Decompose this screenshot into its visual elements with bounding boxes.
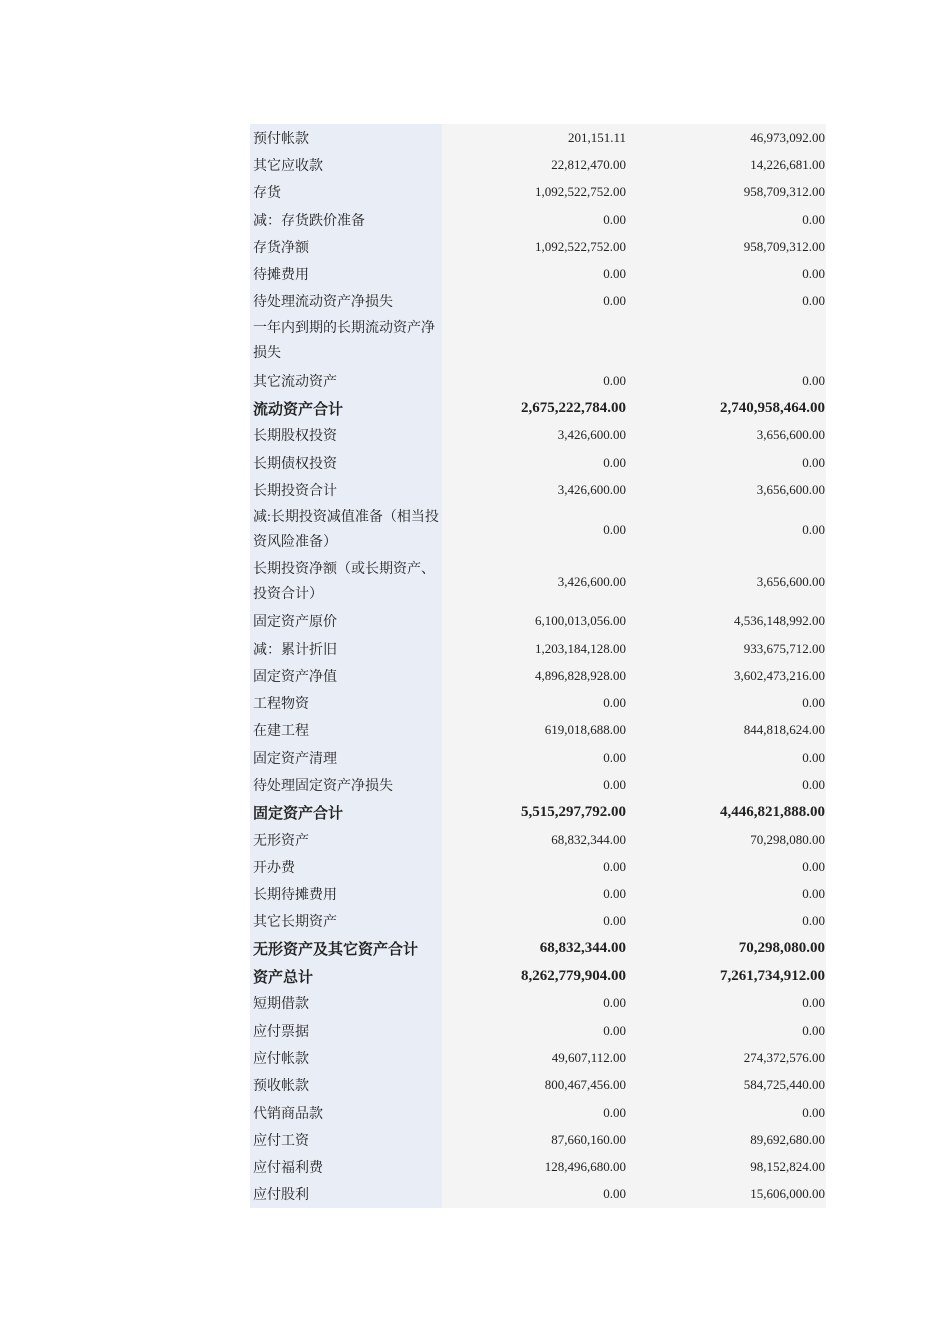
table-row xyxy=(250,744,826,771)
value-prior: 0.00 xyxy=(635,206,826,233)
value-prior: 98,152,824.00 xyxy=(635,1154,826,1181)
value-current: 800,467,456.00 xyxy=(442,1072,635,1099)
table-row xyxy=(250,1044,826,1071)
value-current: 0.00 xyxy=(442,853,635,880)
table-row xyxy=(250,826,826,853)
table-row-total xyxy=(250,394,826,421)
value-current: 0.00 xyxy=(442,1181,635,1208)
row-label: 应付票据 xyxy=(250,1017,442,1044)
table-row xyxy=(250,206,826,233)
row-label: 减：存货跌价准备 xyxy=(250,206,442,233)
value-current: 49,607,112.00 xyxy=(442,1044,635,1071)
value-prior: 0.00 xyxy=(635,990,826,1017)
value-current: 87,660,160.00 xyxy=(442,1126,635,1153)
value-prior: 0.00 xyxy=(635,288,826,315)
table-row xyxy=(250,881,826,908)
table-row xyxy=(250,422,826,449)
table-row xyxy=(250,908,826,935)
table-row xyxy=(250,990,826,1017)
table-row xyxy=(250,1072,826,1099)
value-current: 6,100,013,056.00 xyxy=(442,608,635,635)
row-label: 无形资产 xyxy=(250,826,442,853)
value-prior: 4,536,148,992.00 xyxy=(635,608,826,635)
row-label: 一年内到期的长期流动资产净损失 xyxy=(250,315,442,367)
row-label: 其它流动资产 xyxy=(250,367,442,394)
table-row xyxy=(250,260,826,287)
value-prior: 0.00 xyxy=(635,744,826,771)
value-prior: 14,226,681.00 xyxy=(635,151,826,178)
value-current: 8,262,779,904.00 xyxy=(442,962,635,989)
value-current: 22,812,470.00 xyxy=(442,151,635,178)
table-row xyxy=(250,449,826,476)
value-prior: 0.00 xyxy=(635,449,826,476)
value-current: 0.00 xyxy=(442,260,635,287)
value-prior: 7,261,734,912.00 xyxy=(635,962,826,989)
row-label: 开办费 xyxy=(250,853,442,880)
value-current: 0.00 xyxy=(442,288,635,315)
row-label: 其它应收款 xyxy=(250,151,442,178)
value-current: 0.00 xyxy=(442,771,635,798)
row-label: 应付工资 xyxy=(250,1126,442,1153)
table-row xyxy=(250,608,826,635)
value-current: 0.00 xyxy=(442,744,635,771)
row-label: 待处理流动资产净损失 xyxy=(250,288,442,315)
value-current: 0.00 xyxy=(442,206,635,233)
row-label: 资产总计 xyxy=(250,962,442,989)
row-label: 预收帐款 xyxy=(250,1072,442,1099)
value-current: 4,896,828,928.00 xyxy=(442,662,635,689)
value-current: 3,426,600.00 xyxy=(442,422,635,449)
value-prior: 0.00 xyxy=(635,908,826,935)
value-current: 0.00 xyxy=(442,990,635,1017)
value-current: 3,426,600.00 xyxy=(442,556,635,608)
value-prior: 3,656,600.00 xyxy=(635,422,826,449)
value-current: 3,426,600.00 xyxy=(442,476,635,503)
row-label: 待处理固定资产净损失 xyxy=(250,771,442,798)
table-row xyxy=(250,689,826,716)
row-label: 工程物资 xyxy=(250,689,442,716)
value-prior: 0.00 xyxy=(635,689,826,716)
row-label: 长期债权投资 xyxy=(250,449,442,476)
value-current: 0.00 xyxy=(442,1017,635,1044)
row-label: 预付帐款 xyxy=(250,124,442,151)
value-current: 68,832,344.00 xyxy=(442,935,635,962)
row-label: 固定资产合计 xyxy=(250,799,442,826)
row-label: 应付股利 xyxy=(250,1181,442,1208)
table-row xyxy=(250,151,826,178)
value-prior: 3,656,600.00 xyxy=(635,556,826,608)
row-label: 代销商品款 xyxy=(250,1099,442,1126)
value-prior: 274,372,576.00 xyxy=(635,1044,826,1071)
table-row xyxy=(250,124,826,151)
value-current: 0.00 xyxy=(442,908,635,935)
value-current: 1,092,522,752.00 xyxy=(442,233,635,260)
row-label: 固定资产原价 xyxy=(250,608,442,635)
table-row xyxy=(250,315,826,367)
table-row-total xyxy=(250,962,826,989)
table-row xyxy=(250,367,826,394)
table-row xyxy=(250,1181,826,1208)
value-current: 0.00 xyxy=(442,689,635,716)
table-row xyxy=(250,771,826,798)
value-current: 128,496,680.00 xyxy=(442,1154,635,1181)
balance-sheet-table xyxy=(250,124,826,1208)
table-row xyxy=(250,233,826,260)
value-current: 0.00 xyxy=(442,881,635,908)
row-label: 在建工程 xyxy=(250,717,442,744)
table-row xyxy=(250,853,826,880)
value-prior: 0.00 xyxy=(635,260,826,287)
row-label: 无形资产及其它资产合计 xyxy=(250,935,442,962)
row-label: 固定资产净值 xyxy=(250,662,442,689)
value-prior: 933,675,712.00 xyxy=(635,635,826,662)
table-row xyxy=(250,476,826,503)
value-prior: 2,740,958,464.00 xyxy=(635,394,826,421)
value-current: 0.00 xyxy=(442,367,635,394)
row-label: 其它长期资产 xyxy=(250,908,442,935)
table-row xyxy=(250,1154,826,1181)
row-label: 减:长期投资减值准备（相当投资风险准备） xyxy=(250,504,442,556)
value-current: 2,675,222,784.00 xyxy=(442,394,635,421)
table-row xyxy=(250,635,826,662)
value-prior: 3,656,600.00 xyxy=(635,476,826,503)
table-row xyxy=(250,179,826,206)
value-prior: 0.00 xyxy=(635,1017,826,1044)
row-label: 存货 xyxy=(250,179,442,206)
value-prior: 70,298,080.00 xyxy=(635,826,826,853)
value-current: 1,092,522,752.00 xyxy=(442,179,635,206)
value-prior: 0.00 xyxy=(635,367,826,394)
table-row xyxy=(250,1099,826,1126)
value-prior: 584,725,440.00 xyxy=(635,1072,826,1099)
row-label: 流动资产合计 xyxy=(250,394,442,421)
value-current: 5,515,297,792.00 xyxy=(442,799,635,826)
table-row xyxy=(250,504,826,556)
value-prior: 0.00 xyxy=(635,881,826,908)
value-prior: 3,602,473,216.00 xyxy=(635,662,826,689)
table-row-total xyxy=(250,799,826,826)
row-label: 应付福利费 xyxy=(250,1154,442,1181)
value-current xyxy=(442,315,635,367)
value-current: 0.00 xyxy=(442,449,635,476)
row-label: 固定资产清理 xyxy=(250,744,442,771)
value-prior: 958,709,312.00 xyxy=(635,179,826,206)
row-label: 长期投资净额（或长期资产、投资合计） xyxy=(250,556,442,608)
row-label: 存货净额 xyxy=(250,233,442,260)
table-row xyxy=(250,717,826,744)
table-row xyxy=(250,662,826,689)
row-label: 待摊费用 xyxy=(250,260,442,287)
value-prior: 46,973,092.00 xyxy=(635,124,826,151)
table-row-total xyxy=(250,935,826,962)
table-row xyxy=(250,556,826,608)
value-prior: 0.00 xyxy=(635,1099,826,1126)
value-current: 0.00 xyxy=(442,1099,635,1126)
value-current: 68,832,344.00 xyxy=(442,826,635,853)
value-prior: 0.00 xyxy=(635,853,826,880)
value-current: 201,151.11 xyxy=(442,124,635,151)
value-prior: 4,446,821,888.00 xyxy=(635,799,826,826)
row-label: 减：累计折旧 xyxy=(250,635,442,662)
value-current: 0.00 xyxy=(442,504,635,556)
row-label: 长期待摊费用 xyxy=(250,881,442,908)
value-prior: 70,298,080.00 xyxy=(635,935,826,962)
value-current: 619,018,688.00 xyxy=(442,717,635,744)
value-prior xyxy=(635,315,826,367)
row-label: 长期投资合计 xyxy=(250,476,442,503)
value-prior: 844,818,624.00 xyxy=(635,717,826,744)
value-current: 1,203,184,128.00 xyxy=(442,635,635,662)
value-prior: 958,709,312.00 xyxy=(635,233,826,260)
row-label: 长期股权投资 xyxy=(250,422,442,449)
table-row xyxy=(250,288,826,315)
value-prior: 15,606,000.00 xyxy=(635,1181,826,1208)
table-row xyxy=(250,1126,826,1153)
value-prior: 0.00 xyxy=(635,771,826,798)
value-prior: 0.00 xyxy=(635,504,826,556)
row-label: 短期借款 xyxy=(250,990,442,1017)
value-prior: 89,692,680.00 xyxy=(635,1126,826,1153)
row-label: 应付帐款 xyxy=(250,1044,442,1071)
table-row xyxy=(250,1017,826,1044)
